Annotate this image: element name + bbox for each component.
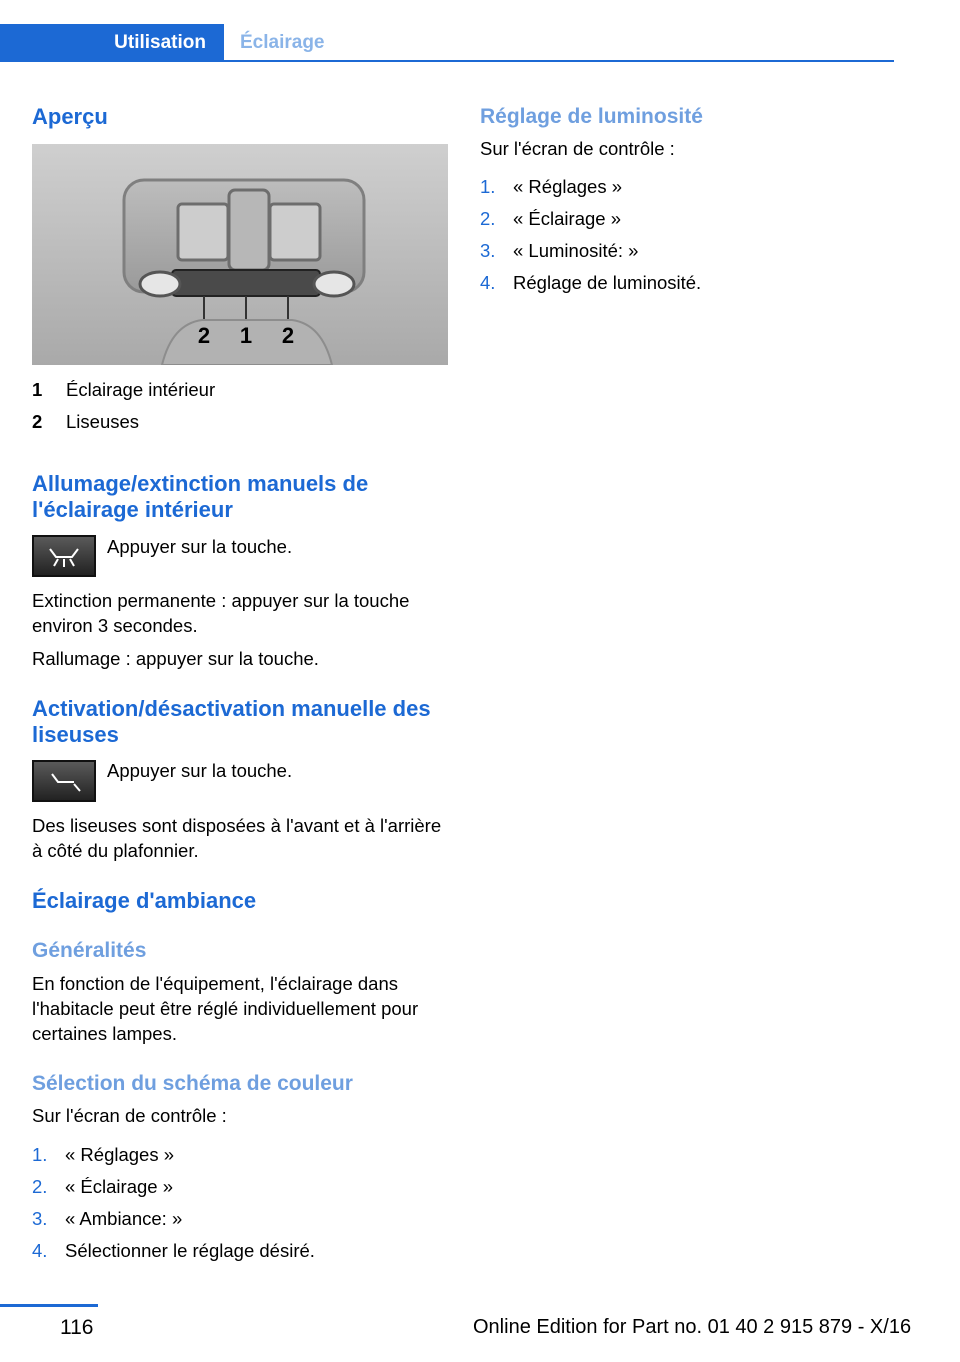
step-number: 3. (480, 240, 496, 261)
list-item (480, 267, 896, 299)
header-divider (224, 60, 894, 62)
step-number: 3. (32, 1208, 48, 1229)
reading-light-button-icon (32, 760, 96, 802)
list-item (32, 1171, 448, 1203)
step-text: « Réglages » (513, 176, 623, 197)
footer-divider (0, 1304, 98, 1307)
section1-paragraph-1: Extinction permanente : appuyer sur la touche environ 3 secondes. (32, 590, 410, 636)
brightness-steps (480, 171, 896, 299)
step-text: Sélectionner le réglage désiré. (65, 1240, 315, 1261)
step-number: 4. (480, 272, 496, 293)
color-scheme-title: Sélection du schéma de couleur (32, 1072, 353, 1095)
legend-key: 2 (32, 411, 43, 432)
ambiance-title: Éclairage d'ambiance (32, 888, 257, 913)
overview-title: Aperçu (32, 104, 108, 129)
page-header (0, 0, 960, 64)
list-item (32, 1139, 448, 1171)
section-reading-lights-title: Activation/désactivation manuelle des liseuses (32, 696, 431, 747)
step-text: Réglage de luminosité. (513, 272, 702, 293)
section-interior-light-title: Allumage/extinction manuels de l'éclairage intérieur (32, 471, 369, 522)
figure-callout-2-left: 2 (197, 323, 211, 348)
color-scheme-steps (32, 1139, 448, 1267)
step-number: 2. (480, 208, 496, 229)
overhead-console-figure (32, 144, 448, 365)
list-item (32, 1235, 448, 1267)
page-number: 116 (60, 1316, 94, 1339)
tab-utilisation[interactable] (0, 24, 224, 62)
figure-callout-2-right: 2 (281, 323, 295, 348)
legend-item (32, 406, 448, 438)
brightness-intro: Sur l'écran de contrôle : (480, 138, 675, 159)
section1-paragraph-2: Rallumage : appuyer sur la touche. (32, 648, 319, 669)
list-item (480, 171, 896, 203)
step-text: « Réglages » (65, 1144, 175, 1165)
brightness-title: Réglage de luminosité (480, 105, 703, 128)
section2-press-text: Appuyer sur la touche. (107, 760, 293, 781)
tab-eclairage[interactable] (240, 24, 325, 62)
list-item (480, 235, 896, 267)
figure-legend (32, 374, 448, 438)
list-item (480, 203, 896, 235)
figure-callout-1: 1 (239, 323, 253, 348)
interior-light-button-icon (32, 535, 96, 577)
tab-utilisation-label: Utilisation (114, 32, 206, 53)
step-number: 1. (32, 1144, 48, 1165)
legend-item (32, 374, 448, 406)
step-text: « Ambiance: » (65, 1208, 183, 1229)
list-item (32, 1203, 448, 1235)
step-number: 2. (32, 1176, 48, 1197)
step-text: « Éclairage » (513, 208, 621, 229)
step-text: « Luminosité: » (513, 240, 639, 261)
step-number: 1. (480, 176, 496, 197)
edition-text: Online Edition for Part no. 01 40 2 915 879 - X/16 (473, 1316, 912, 1338)
section1-press-text: Appuyer sur la touche. (107, 536, 293, 557)
color-scheme-intro: Sur l'écran de contrôle : (32, 1105, 227, 1126)
legend-label: Liseuses (66, 411, 140, 432)
step-number: 4. (32, 1240, 48, 1261)
general-paragraph: En fonction de l'équipement, l'éclairage dans l'habitacle peut être réglé individuellement pour certaines lampes. (32, 973, 419, 1044)
legend-label: Éclairage intérieur (66, 379, 216, 400)
step-text: « Éclairage » (65, 1176, 173, 1197)
legend-key: 1 (32, 379, 43, 400)
tab-eclairage-label: Éclairage (240, 32, 325, 53)
general-title: Généralités (32, 939, 147, 962)
section2-paragraph: Des liseuses sont disposées à l'avant et à l'arrière à côté du plafonnier. (32, 815, 442, 861)
